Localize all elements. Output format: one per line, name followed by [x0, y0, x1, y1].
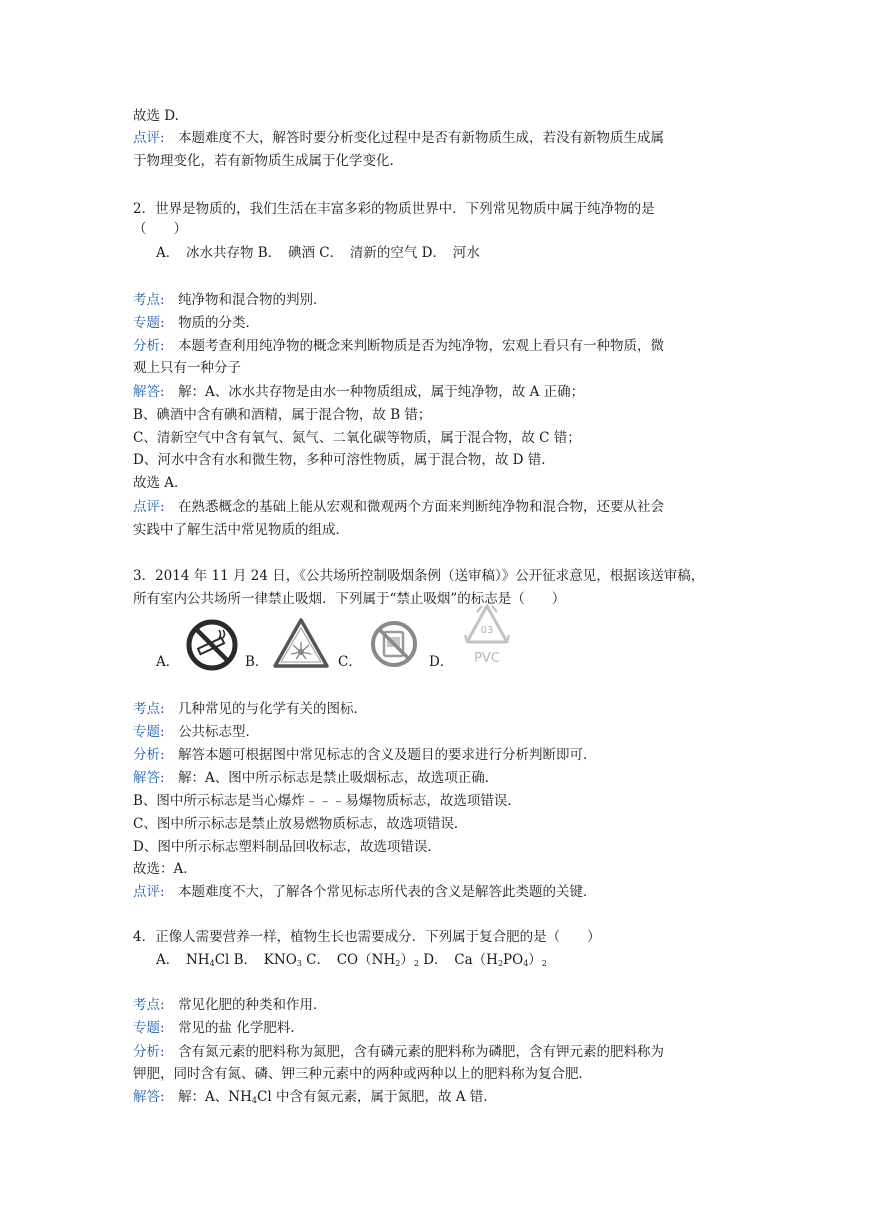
- q1-comment-cont: 于物理变化，若有新物质生成属于化学变化.: [133, 153, 394, 169]
- q3-jieda-c: C、图中所示标志是禁止放易燃物质标志，故选项错误．: [133, 816, 468, 832]
- q3-jieda-b: B、图中所示标志是当心爆炸﹣﹣﹣易爆物质标志，故选项错误．: [133, 793, 521, 809]
- comment-label: 点评:: [133, 884, 165, 900]
- q2-jieda-c: C、清新空气中含有氧气、氮气、二氧化碳等物质，属于混合物，故 C 错；: [133, 430, 581, 446]
- q4-stem: 4．正像人需要营养一样，植物生长也需要成分．下列属于复合肥的是（ ）: [133, 929, 601, 945]
- q2-options: A． 冰水共存物 B． 碘酒 C． 清新的空气 D． 河水: [156, 245, 480, 261]
- q3-jieda: 解答: 解：A、图中所示标志是禁止吸烟标志，故选项正确．: [133, 770, 499, 786]
- option-d-label: D．: [429, 654, 454, 670]
- q3-kaodian: 考点: 几种常见的与化学有关的图标．: [133, 701, 368, 717]
- q4-kaodian: 考点: 常见化肥的种类和作用．: [133, 997, 327, 1013]
- fenxi-label: 分析:: [133, 338, 165, 354]
- pvc-label: PVC: [474, 651, 500, 666]
- fenxi-label: 分析:: [133, 747, 165, 763]
- kaodian-label: 考点:: [133, 701, 165, 717]
- comment-label: 点评:: [133, 499, 165, 515]
- q3-fenxi: 分析: 解答本题可根据图中常见标志的含义及题目的要求进行分析判断即可．: [133, 747, 597, 763]
- q3-comment: 点评: 本题难度不大，了解各个常见标志所代表的含义是解答此类题的关键．: [133, 884, 597, 900]
- q3-stem: 3．2014 年 11 月 24 日，《公共场所控制吸烟条例（送审稿）》公开征求意见，根据该送审稿，: [133, 568, 705, 584]
- zhuanti-label: 专题:: [133, 315, 165, 331]
- q4-fenxi: 分析: 含有氮元素的肥料称为氮肥，含有磷元素的肥料称为磷肥，含有钾元素的肥料称为: [133, 1044, 665, 1060]
- q2-fenxi: 分析: 本题考查利用纯净物的概念来判断物质是否为纯净物，宏观上看只有一种物质，微: [133, 338, 665, 354]
- q2-fenxi-cont: 观上只有一种分子: [133, 360, 241, 376]
- q2-stem-cont: （ ）: [133, 221, 187, 237]
- zhuanti-label: 专题:: [133, 1020, 165, 1036]
- option-b-label: B．: [245, 654, 269, 670]
- option-a-label: A．: [156, 654, 180, 670]
- q3-jieda-d: D、图中所示标志塑料制品回收标志，故选项错误．: [133, 839, 441, 855]
- q4-jieda: 解答: 解：A、$NH_4Cl$ 中含有氮元素，属于氮肥，故 A 错．: [133, 1089, 497, 1105]
- q4-options: A． $NH_4Cl$ B． $KNO_3$ C． $CO(NH_2)_2$ D． $Ca(H_2PO_4)_2$: [156, 952, 547, 968]
- kaodian-label: 考点:: [133, 997, 165, 1013]
- q2-answer: 故选 A．: [133, 475, 188, 491]
- kaodian-label: 考点:: [133, 292, 165, 308]
- zhuanti-label: 专题:: [133, 724, 165, 740]
- jieda-label: 解答:: [133, 384, 165, 400]
- q2-jieda-d: D、河水中含有水和微生物，多种可溶性物质，属于混合物，故 D 错．: [133, 452, 555, 468]
- pvc-recycling-icon: [460, 602, 514, 668]
- q2-jieda: 解答: 解：A、冰水共存物是由水一种物质组成，属于纯净物，故 A 正确；: [133, 384, 585, 400]
- q3-stem-cont: 所有室内公共场所一律禁止吸烟．下列属于“禁止吸烟”的标志是（ ）: [133, 591, 566, 607]
- q3-zhuanti: 专题: 公共标志型．: [133, 724, 260, 740]
- explosive-warning-icon: [271, 616, 331, 672]
- pvc-code: 03: [480, 625, 494, 636]
- q2-jieda-b: B、碘酒中含有碘和酒精，属于混合物，故 B 错；: [133, 407, 432, 423]
- q2-stem: 2．世界是物质的，我们生活在丰富多彩的物质世界中．下列常见物质中属于纯净物的是: [133, 201, 655, 217]
- q2-comment: 点评: 在熟悉概念的基础上能从宏观和微观两个方面来判断纯净物和混合物，还要从社会: [133, 499, 665, 515]
- q2-kaodian: 考点: 纯净物和混合物的判别．: [133, 292, 327, 308]
- no-flammables-icon: [369, 618, 419, 670]
- q1-comment: 点评: 本题难度不大，解答时要分析变化过程中是否有新物质生成，若没有新物质生成属: [133, 130, 665, 146]
- q4-fenxi-cont: 钾肥，同时含有氮、磷、钾三种元素中的两种或两种以上的肥料称为复合肥．: [133, 1066, 592, 1082]
- q1-answer: 故选 D.: [133, 108, 179, 124]
- jieda-label: 解答:: [133, 1089, 165, 1105]
- no-smoking-icon: [185, 618, 239, 672]
- q3-answer: 故选：A．: [133, 861, 197, 877]
- q3-sign-options: [133, 606, 553, 676]
- option-c-label: C．: [338, 654, 362, 670]
- q2-zhuanti: 专题: 物质的分类．: [133, 315, 260, 331]
- q4-zhuanti: 专题: 常见的盐 化学肥料．: [133, 1020, 304, 1036]
- comment-label: 点评:: [133, 130, 165, 146]
- q2-comment-cont: 实践中了解生活中常见物质的组成．: [133, 522, 349, 538]
- jieda-label: 解答:: [133, 770, 165, 786]
- fenxi-label: 分析:: [133, 1044, 165, 1060]
